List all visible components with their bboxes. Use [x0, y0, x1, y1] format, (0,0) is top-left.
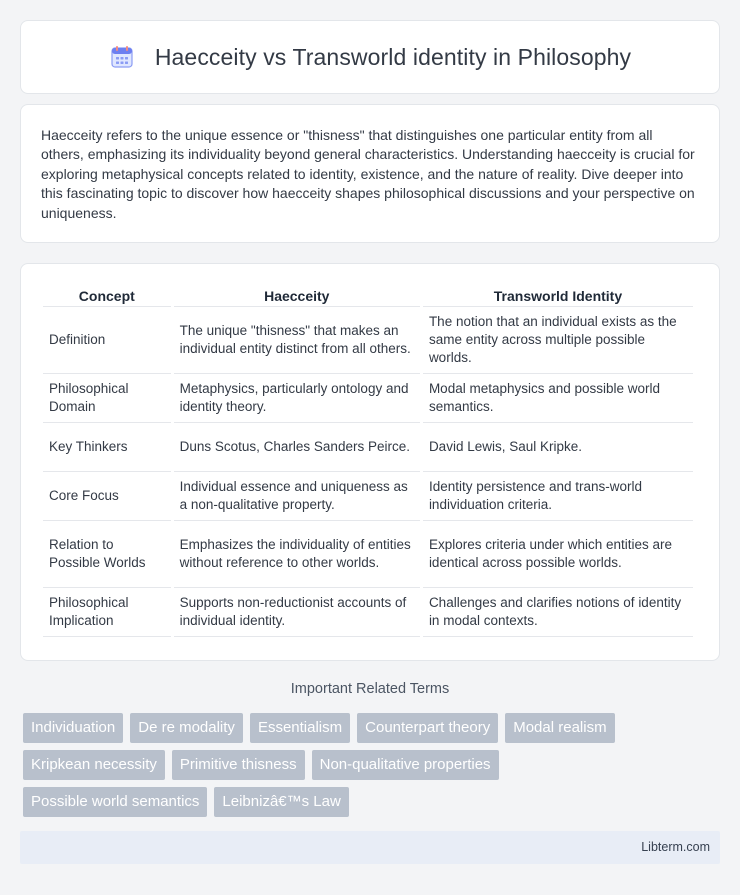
footer — [20, 831, 720, 864]
row-transworld: Challenges and clarifies notions of identity in modal contexts. — [423, 588, 693, 637]
header-transworld-identity: Transworld Identity — [423, 284, 693, 307]
header-haecceity: Haecceity — [174, 284, 420, 307]
term-tag[interactable]: Essentialism — [250, 713, 350, 743]
row-concept: Philosophical Implication — [43, 588, 171, 637]
intro-text: Haecceity refers to the unique essence or "thisness" that distinguishes one particular entity from all others, emphasizing its individuality beyond general characteristics. Understanding haecceity is crucial for exploring metaphysical concepts related to identity, existence, and the nature of reality. Dive deeper into this fascinating topic to discover how haecceity shapes philosophical discussions and your perspective on uniqueness. — [41, 127, 695, 221]
calendar-icon — [109, 44, 135, 70]
term-tag[interactable]: De re modality — [130, 713, 243, 743]
row-haecceity: Individual essence and uniqueness as a non-qualitative property. — [174, 472, 420, 521]
row-haecceity: Supports non-reductionist accounts of individual identity. — [174, 588, 420, 637]
table-row — [43, 588, 693, 637]
footer-site-link[interactable]: Libterm.com — [641, 840, 710, 854]
table-row — [43, 521, 693, 588]
row-haecceity: The unique "thisness" that makes an individual entity distinct from all others. — [174, 307, 420, 374]
row-transworld: Identity persistence and trans-world individuation criteria. — [423, 472, 693, 521]
term-tag[interactable]: Primitive thisness — [172, 750, 305, 780]
term-tag[interactable]: Leibnizâ€™s Law — [214, 787, 348, 817]
term-tag[interactable]: Counterpart theory — [357, 713, 498, 743]
title-card — [20, 20, 720, 94]
row-haecceity: Emphasizes the individuality of entities without reference to other worlds. — [174, 521, 420, 588]
row-haecceity: Duns Scotus, Charles Sanders Peirce. — [174, 423, 420, 472]
table-row — [43, 374, 693, 423]
term-tag[interactable]: Non-qualitative properties — [312, 750, 499, 780]
row-transworld: The notion that an individual exists as the same entity across multiple possible worlds. — [423, 307, 693, 374]
row-concept: Core Focus — [43, 472, 171, 521]
comparison-table-card — [20, 263, 720, 661]
row-concept: Key Thinkers — [43, 423, 171, 472]
related-terms-list — [23, 713, 723, 824]
term-tag[interactable]: Modal realism — [505, 713, 614, 743]
page-title: Haecceity vs Transworld identity in Philosophy — [154, 43, 632, 70]
row-concept: Definition — [43, 307, 171, 374]
header-concept: Concept — [43, 284, 171, 307]
term-tag[interactable]: Individuation — [23, 713, 123, 743]
row-transworld: Modal metaphysics and possible world semantics. — [423, 374, 693, 423]
table-row — [43, 423, 693, 472]
table-header-row — [43, 284, 693, 307]
row-concept: Philosophical Domain — [43, 374, 171, 423]
comparison-table — [40, 284, 696, 637]
term-tag[interactable]: Kripkean necessity — [23, 750, 165, 780]
row-concept: Relation to Possible Worlds — [43, 521, 171, 588]
term-tag[interactable]: Possible world semantics — [23, 787, 207, 817]
row-haecceity: Metaphysics, particularly ontology and identity theory. — [174, 374, 420, 423]
related-terms-title: Important Related Terms — [290, 681, 450, 697]
intro-card — [20, 104, 720, 243]
table-row — [43, 307, 693, 374]
row-transworld: Explores criteria under which entities are identical across possible worlds. — [423, 521, 693, 588]
row-transworld: David Lewis, Saul Kripke. — [423, 423, 693, 472]
table-row — [43, 472, 693, 521]
